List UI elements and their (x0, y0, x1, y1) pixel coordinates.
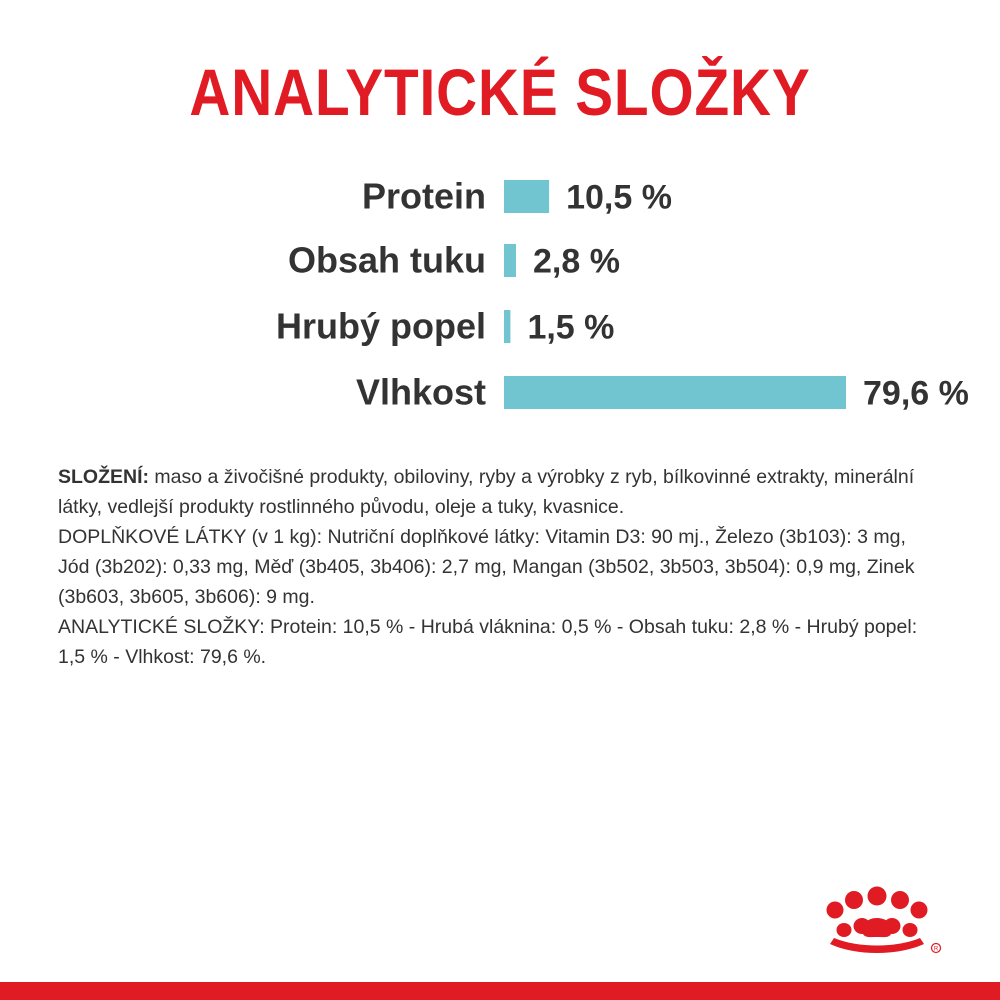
composition-label: SLOŽENÍ: (58, 466, 149, 488)
category-label: Obsah tuku (287, 239, 486, 281)
bottom-brand-bar (0, 982, 1000, 1000)
analytical-paragraph: ANALYTICKÉ SLOŽKY: Protein: 10,5 % - Hrubá vláknina: 0,5 % - Obsah tuku: 2,8 % - Hrubý popel: 1,5 % - Vlhkost: 79,6 %. (58, 616, 918, 668)
bar-protein (504, 180, 549, 213)
composition-ingredients: maso a živočišné produkty, obiloviny, ryby a výrobky z ryb, bílkovinné extrakty, minerální látky, vedlejší produkty rostlinného původu, oleje a tuky, kvasnice. (58, 466, 915, 518)
bar-hrubý-popel (504, 310, 510, 343)
royal-canin-crown-icon (818, 882, 948, 962)
category-label: Hrubý popel (275, 305, 486, 347)
value-label: 2,8 % (533, 242, 620, 281)
page-title: ANALYTICKÉ SLOŽKY (189, 55, 811, 129)
bar-vlhkost (504, 376, 846, 409)
category-label: Protein (361, 175, 486, 217)
additives-paragraph: DOPLŇKOVÉ LÁTKY (v 1 kg): Nutriční doplňkové látky: Vitamin D3: 90 mj., Železo (3b103): 3 mg, Jód (3b202): 0,33 mg, Měď (3b405, 3b406): 2,7 mg, Mangan (3b502, 3b503, 3b504): 0,9 mg, Zinek (3b603, 3b605, 3b606): 9 mg. (58, 526, 915, 608)
svg-text:R: R (933, 946, 939, 953)
composition-paragraph (58, 462, 938, 522)
value-label: 79,6 % (863, 374, 969, 413)
category-label: Vlhkost (355, 371, 486, 413)
analytical-components-chart (0, 150, 1000, 440)
value-label: 1,5 % (527, 308, 615, 347)
value-label: 10,5 % (566, 178, 672, 217)
bar-obsah-tuku (504, 244, 516, 277)
composition-text (58, 462, 938, 672)
